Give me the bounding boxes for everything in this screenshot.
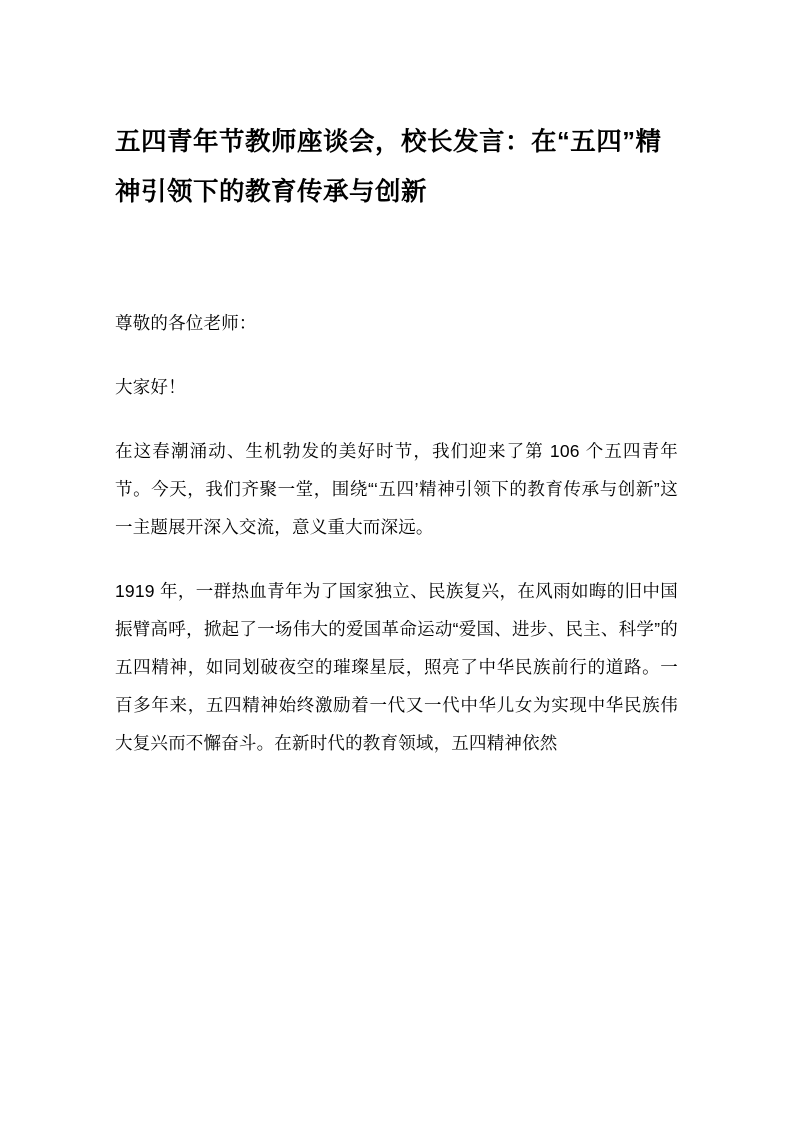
paragraph-history: 1919 年，一群热血青年为了国家独立、民族复兴，在风雨如晦的旧中国振臂高呼，掀起了一场伟大的爱国革命运动“爱国、进步、民主、科学”的五四精神，如同划破夜空的璀璨星辰，照亮了中华民族前行的道路。一百多年来，五四精神始终激励着一代又一代中华儿女为实现中华民族伟大复兴而不懈奋斗。在新时代的教育领域，五四精神依然 [115,581,678,754]
paragraph-greeting: 大家好！ [115,377,186,398]
page-title: 五四青年节教师座谈会，校长发言：在“五四”精神引领下的教育传承与创新 [115,128,662,206]
document-body [115,305,678,763]
paragraph-intro: 在这春潮涌动、生机勃发的美好时节，我们迎来了第 106 个五四青年节。今天，我们齐聚一堂，围绕“‘五四’精神引领下的教育传承与创新”这一主题展开深入交流，意义重大而深远。 [115,441,678,538]
paragraph-salutation: 尊敬的各位老师： [115,313,257,334]
